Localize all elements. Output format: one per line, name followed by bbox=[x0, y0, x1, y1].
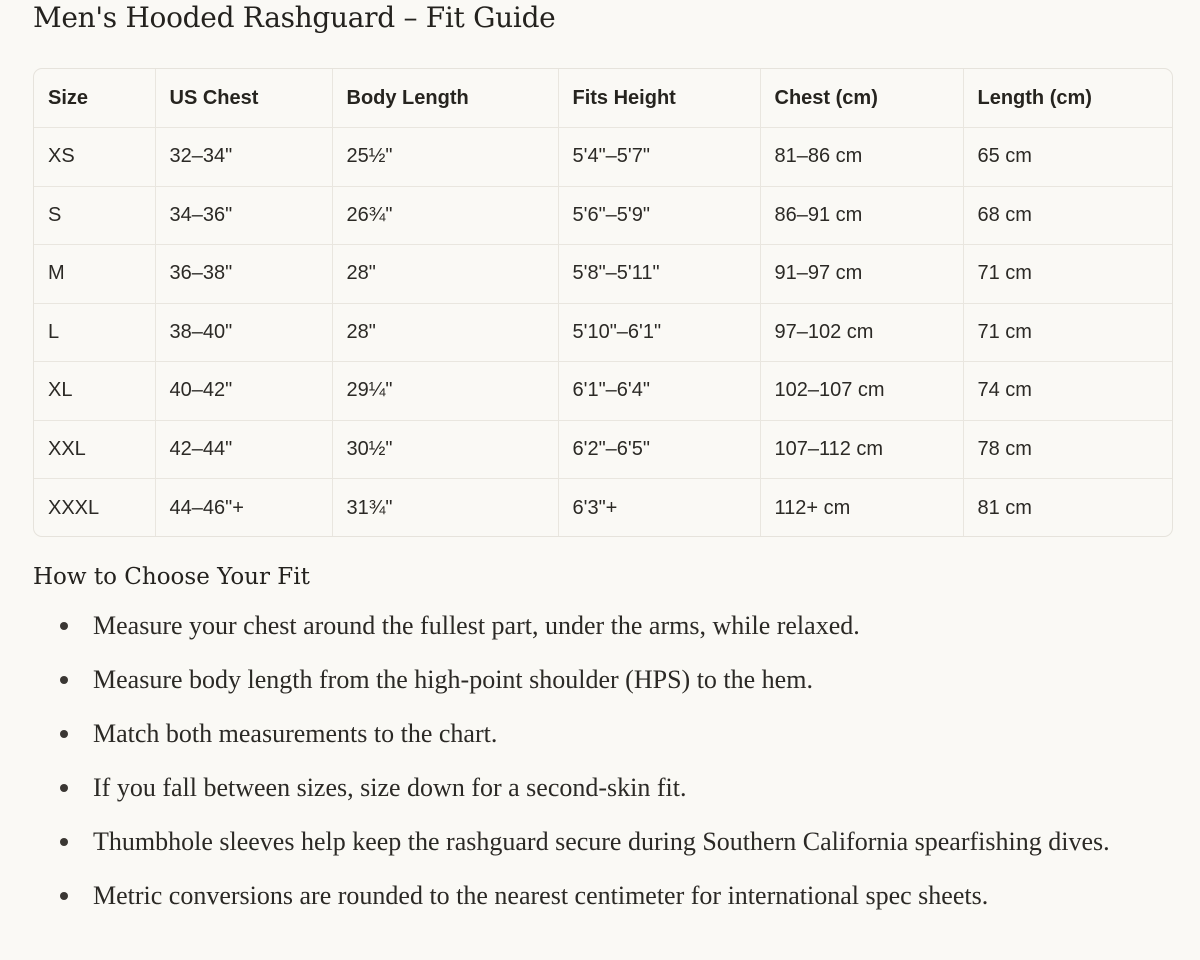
cell-length-cm: 71 cm bbox=[963, 245, 1173, 304]
list-item bbox=[93, 713, 1193, 754]
cell-size: S bbox=[34, 186, 155, 245]
tip-text: If you fall between sizes, size down for a second-skin fit. bbox=[93, 773, 687, 802]
column-header-size: Size bbox=[34, 69, 155, 128]
tip-text: Metric conversions are rounded to the nearest centimeter for international spec sheets. bbox=[93, 881, 989, 910]
column-header-body-length: Body Length bbox=[332, 69, 558, 128]
cell-chest-cm: 112+ cm bbox=[760, 479, 963, 538]
cell-body-length: 26¾" bbox=[332, 186, 558, 245]
list-item bbox=[93, 659, 1193, 700]
cell-chest-cm: 86–91 cm bbox=[760, 186, 963, 245]
cell-length-cm: 71 cm bbox=[963, 303, 1173, 362]
column-header-fits-height: Fits Height bbox=[558, 69, 760, 128]
list-item bbox=[93, 767, 1193, 808]
cell-length-cm: 65 cm bbox=[963, 128, 1173, 187]
column-header-length-cm: Length (cm) bbox=[963, 69, 1173, 128]
list-item bbox=[93, 605, 1193, 646]
cell-body-length: 25½" bbox=[332, 128, 558, 187]
cell-chest-cm: 81–86 cm bbox=[760, 128, 963, 187]
table-row bbox=[34, 479, 1173, 538]
column-header-chest-cm: Chest (cm) bbox=[760, 69, 963, 128]
cell-size: XXL bbox=[34, 420, 155, 479]
list-item bbox=[93, 875, 1193, 916]
cell-chest-cm: 102–107 cm bbox=[760, 362, 963, 421]
cell-fits-height: 5'10"–6'1" bbox=[558, 303, 760, 362]
cell-chest-cm: 91–97 cm bbox=[760, 245, 963, 304]
cell-us-chest: 40–42" bbox=[155, 362, 332, 421]
cell-fits-height: 5'8"–5'11" bbox=[558, 245, 760, 304]
bullet-icon bbox=[60, 676, 68, 684]
page-title: Men's Hooded Rashguard – Fit Guide bbox=[33, 1, 556, 34]
cell-body-length: 31¾" bbox=[332, 479, 558, 538]
cell-us-chest: 36–38" bbox=[155, 245, 332, 304]
cell-fits-height: 5'4"–5'7" bbox=[558, 128, 760, 187]
column-header-us-chest: US Chest bbox=[155, 69, 332, 128]
cell-body-length: 29¼" bbox=[332, 362, 558, 421]
bullet-icon bbox=[60, 730, 68, 738]
cell-us-chest: 42–44" bbox=[155, 420, 332, 479]
size-chart bbox=[33, 68, 1173, 537]
bullet-icon bbox=[60, 784, 68, 792]
tip-text: Measure your chest around the fullest part, under the arms, while relaxed. bbox=[93, 611, 860, 640]
table-row bbox=[34, 128, 1173, 187]
cell-us-chest: 44–46"+ bbox=[155, 479, 332, 538]
cell-us-chest: 38–40" bbox=[155, 303, 332, 362]
bullet-icon bbox=[60, 838, 68, 846]
tip-text: Thumbhole sleeves help keep the rashguard secure during Southern California spearfishing dives. bbox=[93, 827, 1110, 856]
table-row bbox=[34, 362, 1173, 421]
cell-length-cm: 81 cm bbox=[977, 496, 1032, 519]
cell-length-cm: 78 cm bbox=[963, 420, 1173, 479]
cell-body-length: 30½" bbox=[332, 420, 558, 479]
cell-chest-cm: 97–102 cm bbox=[760, 303, 963, 362]
table-row bbox=[34, 420, 1173, 479]
cell-us-chest: 32–34" bbox=[155, 128, 332, 187]
cell-fits-height: 6'3"+ bbox=[558, 479, 760, 538]
list-item bbox=[93, 821, 1193, 862]
table-row bbox=[34, 303, 1173, 362]
cell-size: XXXL bbox=[34, 479, 155, 538]
cell-length-cm: 74 cm bbox=[963, 362, 1173, 421]
fit-tips-list bbox=[93, 605, 1193, 929]
bullet-icon bbox=[60, 622, 68, 630]
fit-section-title: How to Choose Your Fit bbox=[33, 564, 310, 590]
cell-size: L bbox=[34, 303, 155, 362]
cell-fits-height: 5'6"–5'9" bbox=[558, 186, 760, 245]
cell-size: M bbox=[34, 245, 155, 304]
cell-length-cm: 68 cm bbox=[963, 186, 1173, 245]
cell-body-length: 28" bbox=[332, 245, 558, 304]
cell-chest-cm: 107–112 cm bbox=[760, 420, 963, 479]
table-row bbox=[34, 245, 1173, 304]
size-table bbox=[34, 69, 1173, 537]
cell-fits-height: 6'2"–6'5" bbox=[558, 420, 760, 479]
table-row bbox=[34, 186, 1173, 245]
bullet-icon bbox=[60, 892, 68, 900]
cell-size: XL bbox=[34, 362, 155, 421]
cell-fits-height: 6'1"–6'4" bbox=[558, 362, 760, 421]
tip-text: Match both measurements to the chart. bbox=[93, 719, 498, 748]
cell-us-chest: 34–36" bbox=[155, 186, 332, 245]
tip-text: Measure body length from the high-point shoulder (HPS) to the hem. bbox=[93, 665, 813, 694]
cell-body-length: 28" bbox=[332, 303, 558, 362]
cell-size: XS bbox=[34, 128, 155, 187]
table-header-row bbox=[34, 69, 1173, 128]
